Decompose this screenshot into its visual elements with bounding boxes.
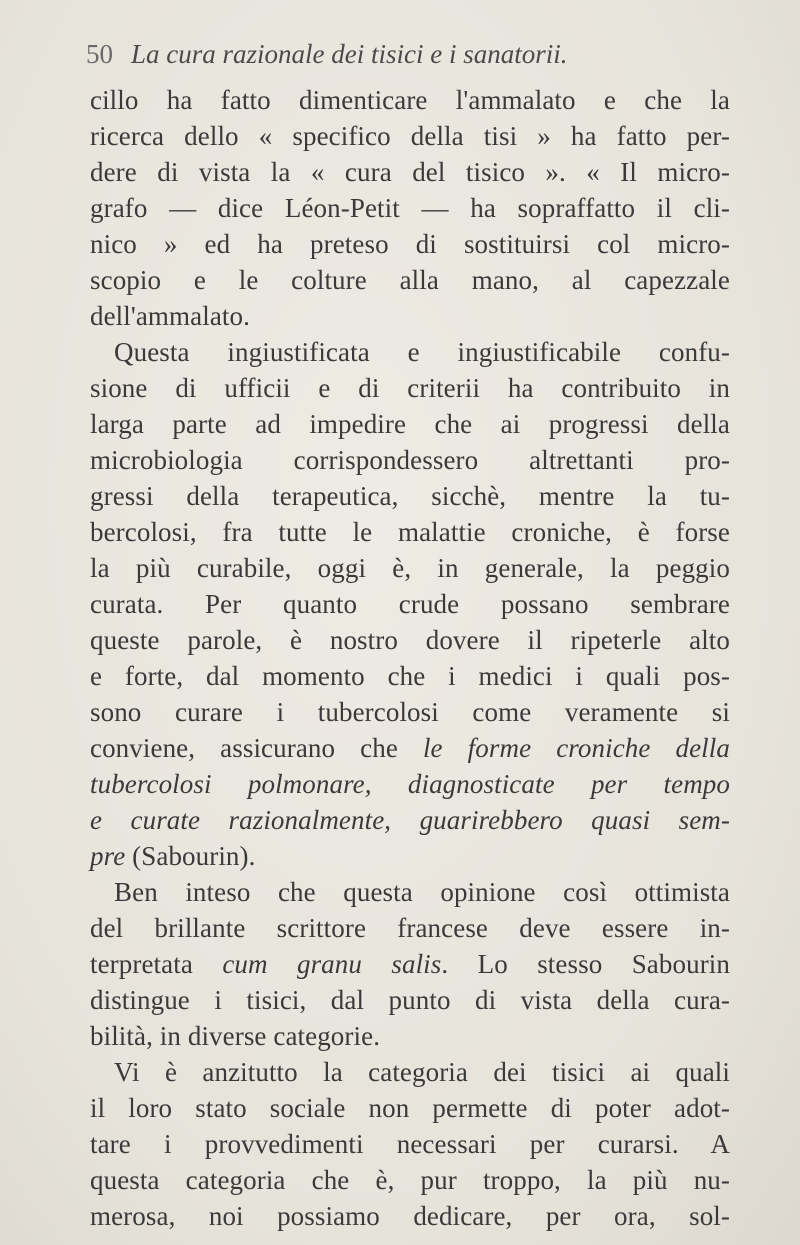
text-line: grafo — dice Léon-Petit — ha sopraffatto il cli- [90, 193, 730, 223]
text-segment: conviene, assicurano che [90, 733, 423, 763]
italic-segment: cum granu salis [222, 949, 442, 979]
text-line [90, 838, 730, 874]
text-line: del brillante scrittore francese deve essere in- [90, 913, 730, 943]
text-line: merosa, noi possiamo dedicare, per ora, sol- [90, 1201, 730, 1231]
text-line: la più curabile, oggi è, in generale, la peggio [90, 553, 730, 583]
text-line: ricerca dello « specifico della tisi » ha fatto per- [90, 121, 730, 151]
text-line: dell'ammalato. [90, 301, 250, 331]
text-line: larga parte ad impedire che ai progressi della [90, 409, 730, 439]
text-line: gressi della terapeutica, sicchè, mentre la tu- [90, 481, 730, 511]
paragraph-start-line: Ben inteso che questa opinione così ottimista [114, 877, 730, 907]
italic-segment: le forme croniche della [422, 733, 730, 763]
text-line: bercolosi, fra tutte le malattie croniche, è forse [90, 517, 730, 547]
page-number: 50 [86, 39, 113, 69]
text-segment: (Sabourin). [125, 841, 256, 871]
text-line: curata. Per quanto crude possano sembrare [90, 589, 730, 619]
text-line [90, 730, 730, 766]
paragraph-start-line: Questa ingiustificata e ingiustificabile confu- [114, 337, 730, 367]
text-line [90, 802, 730, 838]
text-line [90, 946, 730, 982]
italic-segment: pre [90, 841, 126, 871]
text-line: tare i provvedimenti necessari per curarsi. A [90, 1129, 730, 1159]
text-line: e forte, dal momento che i medici i quali pos- [90, 661, 730, 691]
text-line: dere di vista la « cura del tisico ». « Il micro- [90, 157, 730, 187]
body-text [90, 82, 730, 1234]
paragraph-start-line: Vi è anzitutto la categoria dei tisici ai quali [114, 1057, 730, 1087]
text-line: queste parole, è nostro dovere il ripeterle alto [90, 625, 730, 655]
text-line: microbiologia corrispondessero altrettanti pro- [90, 445, 730, 475]
text-segment: terpretata [90, 949, 223, 979]
text-segment: . Lo stesso Sabourin [441, 949, 730, 979]
running-title: La cura razionale dei tisici e i sanatorii. [131, 39, 568, 69]
text-line [90, 766, 730, 802]
italic-segment: tubercolosi polmonare, diagnosticate per tempo [90, 769, 730, 799]
text-line: cillo ha fatto dimenticare l'ammalato e che la [90, 85, 730, 115]
text-line: scopio e le colture alla mano, al capezzale [90, 265, 730, 295]
text-line: bilità, in diverse categorie. [90, 1021, 381, 1051]
text-line: nico » ed ha preteso di sostituirsi col micro- [90, 229, 730, 259]
text-line: sione di ufficii e di criterii ha contribuito in [90, 373, 730, 403]
italic-segment: e curate razionalmente, guarirebbero quasi sem- [90, 805, 730, 835]
page-header [86, 34, 766, 74]
text-line: sono curare i tubercolosi come veramente si [90, 697, 730, 727]
text-line: questa categoria che è, pur troppo, la più nu- [90, 1165, 730, 1195]
text-line: distingue i tisici, dal punto di vista della cura- [90, 985, 730, 1015]
text-line: il loro stato sociale non permette di poter adot- [90, 1093, 730, 1123]
